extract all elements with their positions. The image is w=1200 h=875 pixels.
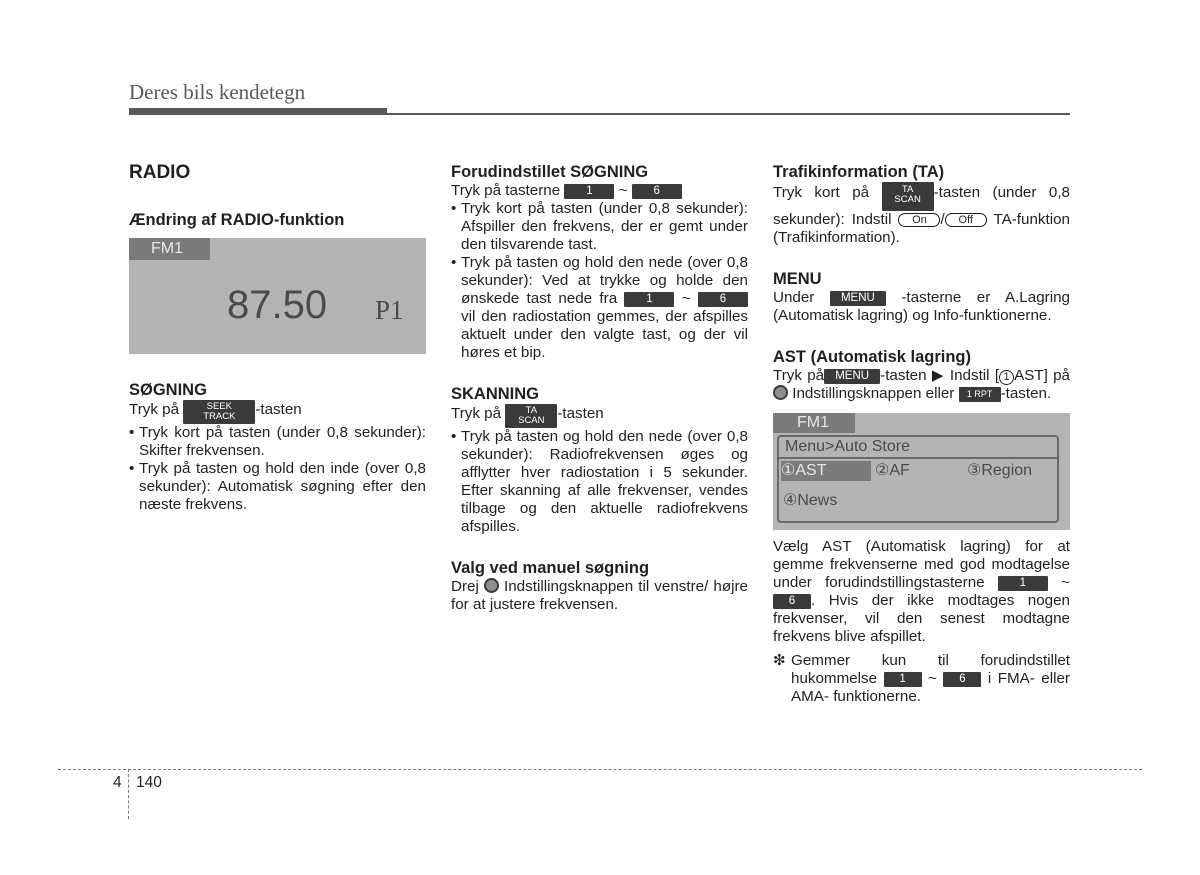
heading-manual-search: Valg ved manuel søgning — [451, 559, 650, 577]
slash: / — [940, 211, 945, 228]
preset-bullet-long-b: vil den radiostation gemmes, der afspilles aktuelt under den valgte tast, og der vil høres et bip. — [461, 308, 748, 361]
manual-text — [451, 578, 748, 614]
page-number: 140 — [136, 774, 162, 791]
tilde: ~ — [928, 670, 937, 687]
on-indicator: On — [898, 213, 940, 227]
ta-mid: -tasten (under 0,8 sekunder): Indstil — [773, 184, 1070, 228]
circled-number: 1 — [999, 370, 1014, 385]
heading-scan: SKANNING — [451, 385, 540, 403]
ast-post: -tasten. — [1000, 385, 1052, 402]
lcd-frequency: 87.50 — [227, 283, 328, 327]
menu-text — [773, 289, 1070, 325]
heading-traffic-info: Trafikinformation (TA) — [773, 163, 945, 181]
header-rule — [129, 108, 387, 115]
heading-menu: MENU — [773, 270, 822, 288]
ta-key-top: TA — [525, 405, 538, 416]
heading-radio-function: Ændring af RADIO-funktion — [129, 211, 345, 229]
seek-intro — [129, 400, 426, 424]
seek-intro-post: -tasten — [255, 401, 302, 418]
seek-bullet-short: Tryk kort på tasten (under 0,8 sekunder): Skifter frekvensen. — [139, 424, 426, 459]
note-symbol: ❇ — [773, 652, 786, 669]
manual-post: Indstillingsknappen til venstre/ højre for at justere frekvensen. — [451, 578, 748, 613]
heading-seek: SØGNING — [129, 381, 207, 399]
preset-key-1-rpt: 1 RPT — [959, 387, 1001, 402]
ast-mid: -tasten ▶ Indstil [ — [880, 367, 1000, 384]
seek-track-key-icon — [183, 400, 255, 424]
ta-scan-key-icon — [882, 182, 934, 211]
ta-key-bottom: SCAN — [894, 194, 921, 205]
ast-mid3: Indstillingsknappen eller — [792, 385, 955, 402]
scan-bullet: Tryk på tasten og hold den nede (over 0,8 sekunder): Radiofrekvensen øges og afflytter hver radiostation i 5 sekunder. Efter skanning af alle frekvenser, vendes tilbage og den aktuelle radiofrekvens afspilles. — [461, 428, 748, 535]
tilde: ~ — [618, 182, 628, 199]
tilde: ~ — [681, 290, 691, 307]
auto-store-display-image — [773, 413, 1070, 530]
lcd-option-ast: ①AST — [781, 461, 871, 481]
scan-intro-post: -tasten — [557, 405, 604, 422]
menu-key: MENU — [824, 369, 880, 384]
preset-intro-text: Tryk på tasterne — [451, 182, 561, 199]
tune-knob-icon — [484, 578, 499, 593]
section-title-radio: RADIO — [129, 162, 191, 183]
list-item: • Tryk på tasten og hold den inde (over 0,8 sekunder): Automatisk søgning efter den næste frekvens. — [129, 460, 426, 513]
manual-pre: Drej — [451, 578, 479, 595]
heading-preset-search: Forudindstillet SØGNING — [451, 163, 649, 181]
preset-key-6: 6 — [943, 672, 981, 687]
lcd-menu-title: Menu>Auto Store — [785, 438, 910, 455]
seek-key-top: SEEK — [206, 401, 232, 412]
ta-pre: Tryk kort på — [773, 184, 870, 201]
note — [773, 652, 1070, 706]
menu-pre: Under — [773, 289, 815, 306]
ast-description — [773, 538, 1070, 646]
heading-ast: AST (Automatisk lagring) — [773, 348, 972, 366]
menu-key: MENU — [830, 291, 886, 306]
ta-text — [773, 182, 1070, 247]
ast-desc-a: Vælg AST (Automatisk lagring) for at gemme frekvenserne med god modtagelse under forudindstillingstasterne — [773, 538, 1070, 591]
column-3 — [773, 158, 1070, 706]
preset-bullet-long-a: Tryk på tasten og hold den nede (over 0,8 sekunder): Ved at trykke og holde den ønskede tast nede fra — [461, 254, 748, 307]
ast-mid2: AST] på — [1014, 367, 1070, 384]
preset-key-6: 6 — [698, 292, 748, 307]
list-item: • Tryk på tasten og hold den nede (over 0,8 sekunder): Radiofrekvensen øges og afflytter hver radiostation i 5 sekunder. Efter skanning af alle frekvenser, vendes tilbage og den aktuelle radiofrekvens afspilles. — [451, 428, 748, 535]
lcd-band-label: FM1 — [129, 238, 210, 260]
preset-key-6: 6 — [773, 594, 811, 609]
note-text-b: i FMA- eller AMA- funktionerne. — [791, 670, 1070, 705]
running-header: Deres bils kendetegn — [129, 80, 306, 104]
seek-bullet-long: Tryk på tasten og hold den inde (over 0,8 sekunder): Automatisk søgning efter den næste frekvens. — [139, 460, 426, 513]
lcd-option-af: ②AF — [875, 462, 910, 479]
lcd-separator — [779, 457, 1059, 459]
off-indicator: Off — [945, 213, 987, 227]
preset-bullet-short: Tryk kort på tasten (under 0,8 sekunder): Afspiller den frekvens, der er gemt under den tilsvarende tast. — [461, 200, 748, 253]
ast-text — [773, 367, 1070, 403]
ta-post: TA-funktion (Trafikinformation). — [773, 211, 1070, 246]
list-item: • Tryk på tasten og hold den nede (over 0,8 sekunder): Ved at trykke og holde den ønskede tast nede fra 1 ~ 6 vil den radiostation gemmes, der afspilles aktuelt under den valgte tast, og der vil høres et bip. — [451, 254, 748, 361]
preset-intro — [451, 182, 748, 200]
footer-divider — [128, 769, 129, 819]
chapter-number: 4 — [113, 774, 122, 791]
list-item: • Tryk kort på tasten (under 0,8 sekunder): Afspiller den frekvens, der er gemt under den tilsvarende tast. — [451, 200, 748, 253]
preset-key-6: 6 — [632, 184, 682, 199]
header-rule-thin — [387, 113, 1070, 115]
menu-post: -tasterne er A.Lagring (Automatisk lagring) og Info-funktionerne. — [773, 289, 1070, 324]
ast-pre: Tryk på — [773, 367, 825, 384]
lcd-option-region: ③Region — [967, 462, 1033, 479]
column-1 — [129, 158, 426, 514]
lcd-band-label: FM1 — [773, 413, 855, 433]
lcd-option-news: ④News — [783, 492, 838, 509]
tune-knob-icon — [773, 385, 788, 400]
scan-intro — [451, 404, 748, 428]
note-text-a: Gemmer kun til forudindstillet hukommelse — [791, 652, 1070, 687]
ta-key-top: TA — [901, 184, 914, 195]
ta-key-bottom: SCAN — [518, 415, 545, 426]
list-item: • Tryk kort på tasten (under 0,8 sekunder): Skifter frekvensen. — [129, 424, 426, 459]
lcd-preset: P1 — [375, 295, 404, 325]
preset-key-1: 1 — [564, 184, 614, 199]
scan-intro-pre: Tryk på — [451, 405, 502, 422]
preset-key-1: 1 — [624, 292, 674, 307]
seek-key-bottom: TRACK — [203, 411, 236, 422]
preset-key-1: 1 — [998, 576, 1048, 591]
footer-rule — [58, 769, 1142, 770]
tilde: ~ — [1061, 574, 1070, 591]
seek-intro-pre: Tryk på — [129, 401, 180, 418]
ast-desc-b: . Hvis der ikke modtages nogen frekvenser, vil den senest modtagne frekvens blive afspillet. — [773, 592, 1070, 645]
radio-display-image — [129, 238, 426, 354]
preset-key-1: 1 — [884, 672, 922, 687]
column-2 — [451, 158, 748, 614]
ta-scan-key-icon — [505, 404, 557, 428]
